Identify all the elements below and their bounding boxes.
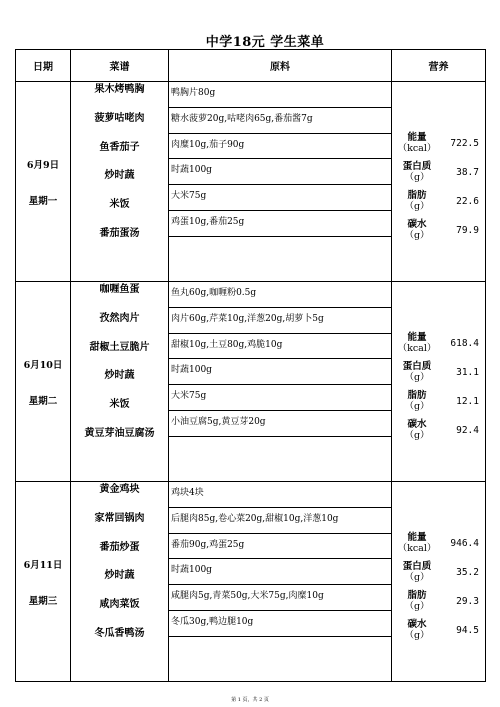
nutrition-fat (392, 390, 485, 419)
nutrition-value: 92.4 (456, 425, 479, 436)
nutrition-unit: （kcal） (397, 543, 437, 554)
dish-item: 番茄蛋汤 (99, 227, 140, 239)
nutrition-label: 能量 (407, 132, 427, 143)
dish-item: 咸肉菜饭 (99, 599, 140, 611)
ingredient-item: 时蔬100g (169, 359, 391, 385)
dish-item: 甜椒土豆脆片 (89, 341, 150, 353)
ingredient-item: 大米75g (169, 185, 391, 211)
nutrition-label: 脂肪 (407, 590, 427, 601)
ingredient-item: 肉片60g,芹菜10g,洋葱20g,胡萝卜5g (169, 308, 391, 334)
dish-item: 炒时蔬 (104, 170, 135, 182)
nutrition-unit: （g） (404, 572, 430, 583)
ingredient-item: 糖水菠萝20g,咕咾肉65g,番茄酱7g (169, 108, 391, 134)
ingredient-item: 大米75g (169, 385, 391, 411)
ingredient-item: 番茄90g,鸡蛋25g (169, 534, 391, 560)
weekday-label: 星期三 (28, 595, 58, 607)
nutrition-value: 79.9 (456, 225, 479, 236)
nutrition-value: 29.3 (456, 596, 479, 607)
dish-list (71, 282, 169, 482)
nutrition-value: 722.5 (450, 138, 479, 149)
dish-item: 炒时蔬 (104, 570, 135, 582)
nutrition-value: 22.6 (456, 196, 479, 207)
dish-list (71, 482, 169, 682)
dish-item: 炒时蔬 (104, 370, 135, 382)
header-dish: 菜谱 (71, 50, 169, 82)
nutrition-label: 能量 (407, 332, 427, 343)
nutrition-carbs (392, 419, 485, 448)
weekday-label: 星期二 (28, 395, 58, 407)
nutrition-unit: （g） (404, 401, 430, 412)
dish-item: 孜然肉片 (99, 312, 140, 324)
dish-item: 家常回锅肉 (94, 512, 145, 524)
nutrition-value: 946.4 (450, 538, 479, 549)
nutrition-label: 蛋白质 (402, 161, 432, 172)
dish-item: 番茄炒蛋 (99, 541, 140, 553)
nutrition-unit: （g） (404, 430, 430, 441)
header-row (16, 50, 486, 82)
ingredient-list (169, 282, 392, 482)
date-cell (16, 482, 71, 682)
ingredient-item: 甜椒10g,土豆80g,鸡脆10g (169, 334, 391, 360)
dish-list (71, 82, 169, 282)
nutrition-label: 碳水 (407, 219, 427, 230)
nutrition-label: 能量 (407, 532, 427, 543)
ingredient-item: 咸腿肉5g,青菜50g,大米75g,肉糜10g (169, 585, 391, 611)
nutrition-carbs (392, 219, 485, 248)
nutrition-unit: （g） (404, 201, 430, 212)
nutrition-unit: （g） (404, 372, 430, 383)
nutrition-protein (392, 161, 485, 190)
nutrition-value: 31.1 (456, 367, 479, 378)
nutrition-cell (392, 82, 486, 282)
menu-table (15, 49, 486, 682)
menu-title: 中学18元 学生菜单 (205, 35, 325, 50)
ingredient-item: 小油豆腐5g,黄豆芽20g (169, 411, 391, 437)
nutrition-unit: （kcal） (397, 343, 437, 354)
date-cell (16, 282, 71, 482)
nutrition-label: 碳水 (407, 619, 427, 630)
nutrition-value: 38.7 (456, 167, 479, 178)
ingredient-list (169, 482, 392, 682)
nutrition-energy (392, 532, 485, 561)
ingredient-item: 鱼丸60g,咖喱粉0.5g (169, 282, 391, 308)
nutrition-protein (392, 561, 485, 590)
nutrition-unit: （kcal） (397, 143, 437, 154)
day-row (16, 82, 486, 282)
nutrition-label: 碳水 (407, 419, 427, 430)
nutrition-energy (392, 132, 485, 161)
dish-item: 米饭 (109, 199, 130, 211)
nutrition-label: 脂肪 (407, 190, 427, 201)
nutrition-unit: （g） (404, 172, 430, 183)
nutrition-fat (392, 190, 485, 219)
dish-item: 咖喱鱼蛋 (99, 284, 140, 295)
nutrition-unit: （g） (404, 601, 430, 612)
dish-item: 冬瓜香鸭汤 (94, 627, 145, 639)
ingredient-empty-row (169, 237, 391, 254)
nutrition-label: 脂肪 (407, 390, 427, 401)
ingredient-empty-row (169, 437, 391, 454)
date-label: 6月9日 (26, 159, 60, 171)
nutrition-carbs (392, 619, 485, 648)
dish-item: 黄金鸡块 (99, 484, 140, 495)
weekday-label: 星期一 (28, 195, 58, 207)
date-label: 6月11日 (23, 559, 63, 571)
date-cell (16, 82, 71, 282)
nutrition-value: 12.1 (456, 396, 479, 407)
ingredient-item: 鸭胸片80g (169, 82, 391, 108)
ingredient-item: 鸡块4块 (169, 482, 391, 508)
ingredient-item: 后腿肉85g,卷心菜20g,甜椒10g,洋葱10g (169, 508, 391, 534)
ingredient-item: 冬瓜30g,鸭边腿10g (169, 611, 391, 637)
nutrition-energy (392, 332, 485, 361)
header-ingredients: 原料 (169, 50, 392, 82)
nutrition-value: 618.4 (450, 338, 479, 349)
nutrition-value: 35.2 (456, 567, 479, 578)
ingredient-empty-row (169, 637, 391, 654)
nutrition-value: 94.5 (456, 625, 479, 636)
dish-item: 果木烤鸭胸 (94, 84, 145, 95)
date-label: 6月10日 (23, 359, 63, 371)
nutrition-label: 蛋白质 (402, 361, 432, 372)
nutrition-label: 蛋白质 (402, 561, 432, 572)
ingredient-item: 时蔬100g (169, 559, 391, 585)
day-row (16, 482, 486, 682)
ingredient-list (169, 82, 392, 282)
nutrition-cell (392, 282, 486, 482)
ingredient-item: 时蔬100g (169, 159, 391, 185)
nutrition-unit: （g） (404, 230, 430, 241)
nutrition-cell (392, 482, 486, 682)
dish-item: 鱼香茄子 (99, 141, 140, 153)
dish-item: 菠萝咕咾肉 (94, 112, 145, 124)
ingredient-item: 肉糜10g,茄子90g (169, 134, 391, 160)
dish-item: 米饭 (109, 399, 130, 411)
nutrition-protein (392, 361, 485, 390)
ingredient-item: 鸡蛋10g,番茄25g (169, 211, 391, 237)
header-nutrition: 营养 (392, 50, 486, 82)
page-footer: 第 1 页，共 2 页 (231, 697, 269, 703)
header-date: 日期 (16, 50, 71, 82)
dish-item: 黄豆芽油豆腐汤 (84, 427, 155, 439)
nutrition-fat (392, 590, 485, 619)
day-row (16, 282, 486, 482)
nutrition-unit: （g） (404, 630, 430, 641)
